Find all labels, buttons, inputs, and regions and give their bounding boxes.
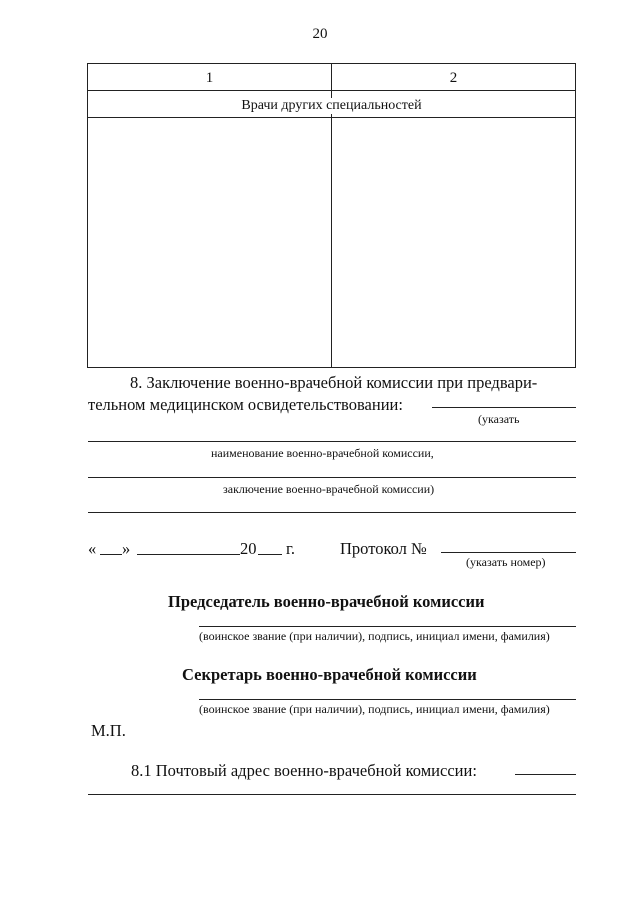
postal-address-blank-line-2[interactable] [88,794,576,795]
date-year-blank[interactable] [258,554,282,555]
secretary-title: Секретарь военно-врачебной комиссии [182,665,477,684]
table-col1-header: 1 [205,70,214,86]
date-month-blank[interactable] [137,554,240,555]
protocol-number-blank[interactable] [441,552,576,553]
postal-address-blank-line-1[interactable] [515,774,576,775]
hint-specify: (указать [478,412,520,426]
chairman-title: Председатель военно-врачебной комиссии [168,592,485,611]
table-section-title: Врачи других специальностей [88,98,575,114]
page-number: 20 [312,26,328,42]
section8-1-text: 8.1 Почтовый адрес военно-врачебной комиссии: [131,761,477,780]
conclusion-blank-line-2[interactable] [88,441,576,442]
date-year-prefix: 20 [240,539,257,558]
section8-line1: 8. Заключение военно-врачебной комиссии при предвари- [130,373,538,392]
hint-commission-conclusion: заключение военно-врачебной комиссии) [223,482,435,496]
table-section-divider [88,117,575,118]
conclusion-blank-line-3[interactable] [88,477,576,478]
secretary-signature-line[interactable] [199,699,576,700]
chairman-hint: (воинское звание (при наличии), подпись, инициал имени, фамилия) [199,629,550,643]
protocol-label: Протокол № [340,539,427,558]
conclusion-blank-line-1[interactable] [432,407,576,408]
specialists-table [87,63,576,368]
chairman-signature-line[interactable] [199,626,576,627]
secretary-hint: (воинское звание (при наличии), подпись, инициал имени, фамилия) [199,702,550,716]
protocol-hint: (указать номер) [466,555,546,569]
date-year-suffix: г. [286,539,296,558]
stamp-label: М.П. [91,721,126,740]
table-col2-header: 2 [449,70,458,86]
hint-commission-name: наименование военно-врачебной комиссии, [211,446,434,460]
date-quote-close: » [122,539,131,558]
date-quote-open: « [88,539,97,558]
section8-line2: тельном медицинском освидетельствовании: [88,395,403,414]
table-header-divider [88,90,575,91]
conclusion-blank-line-4[interactable] [88,512,576,513]
date-day-blank[interactable] [100,554,122,555]
